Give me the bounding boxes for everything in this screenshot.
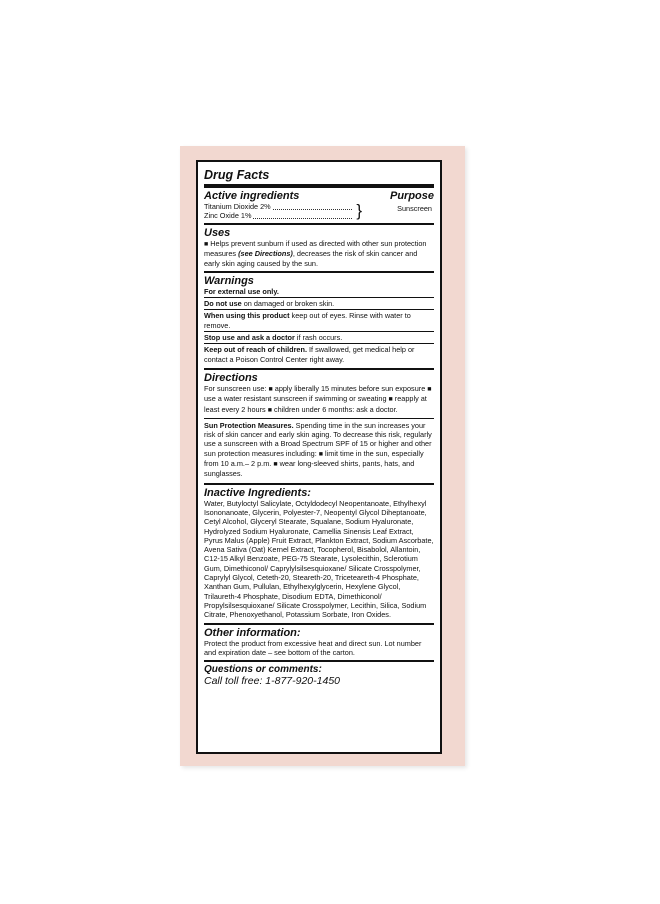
brace-glyph: } bbox=[356, 201, 362, 220]
sun-protection-measures: Sun Protection Measures. Spending time in the sun increases your risk of skin cancer and early skin aging. To decrease this risk, regularly use a sunscreen with a Broad Spectrum SPF of 15 or higher and other sun protection measures including: ■ limit time in the sun, especially from 10 a.m.– 2 p.m. ■ wear long-sleeved shirts, pants, hats, and sunglasses. bbox=[204, 418, 434, 480]
when-using-warning: When using this product keep out of eyes. Rinse with water to remove. bbox=[204, 309, 434, 331]
purpose-heading: Purpose bbox=[389, 190, 434, 202]
directions-text: For sunscreen use: ■ apply liberally 15 minutes before sun exposure ■ use a water resistant sunscreen if swimming or sweating ■ reapply at least every 2 hours ■ children under 6 months: ask a doctor. bbox=[204, 383, 432, 414]
purpose-value: Sunscreen bbox=[397, 204, 432, 213]
keep-out-warning: Keep out of reach of children. If swallowed, get medical help or contact a Poison Control Center right away. bbox=[204, 343, 434, 365]
inactive-ingredients-text: Water, Butyloctyl Salicylate, Octyldodecyl Neopentanoate, Ethylhexyl Isononanoate, Glycerin, Polyester-7, Neopentyl Glycol Diheptanoate, Cetyl Alcohol, Glyceryl Stearate, Squalane, Sodium Hyaluronate, Hydrolyzed Sodium Hyaluronate, Camellia Sinensis Leaf Extract, Pyrus Malus (Apple) Fruit Extract, Plankton Extract, Sodium Ascorbate, Avena Sativa (Oat) Kernel Extract, Tocopherol, Bisabolol, Allantoin, C12-15 Alkyl Benzoate, PEG-75 Stearate, Lysolecithin, Sclerotium Gum, Dimethiconol/ Caprylylsilsesquioxane/ Silicate Crosspolymer, Caprylyl Glycol, Ceteth-20, Steareth-20, Triceteareth-4 Phosphate, Xanthan Gum, Pullulan, Ethylhexylglycerin, Hexylene Glycol, Trilaureth-4 Phosphate, Disodium EDTA, Dimethiconol/ Propylsilsesquioxane/ Silicate Crosspolymer, Lecithin, Silica, Sodium Citrate, Phenoxyethanol, Potassium Sorbate, Iron Oxides. bbox=[204, 498, 434, 620]
inactive-ingredients-heading: Inactive Ingredients: bbox=[204, 486, 311, 499]
bullet-square-icon: ■ bbox=[427, 385, 432, 393]
directions-section bbox=[204, 368, 434, 483]
bullet-square-icon: ■ bbox=[318, 450, 324, 458]
other-information-text: Protect the product from excessive heat and direct sun. Lot number and expiration date – see bottom of the carton. bbox=[204, 638, 422, 657]
bullet-square-icon: ■ bbox=[273, 461, 278, 469]
stop-use-warning: Stop use and ask a doctor if rash occurs. bbox=[204, 331, 434, 343]
active-ingredient bbox=[204, 211, 354, 220]
drug-facts-panel bbox=[196, 160, 442, 754]
active-ingredients-heading: Active ingredients bbox=[204, 190, 300, 202]
active-ingredient-name: Titanium Dioxide 2% bbox=[204, 202, 271, 211]
active-ingredients-section bbox=[204, 184, 434, 223]
warnings-section bbox=[204, 271, 434, 368]
inactive-ingredients-section bbox=[204, 483, 434, 623]
bullet-square-icon: ■ bbox=[268, 385, 273, 393]
bullet-square-icon: ■ bbox=[267, 406, 272, 414]
leader-dots bbox=[253, 213, 352, 219]
drug-facts-title: Drug Facts bbox=[204, 168, 270, 182]
bullet-square-icon: ■ bbox=[204, 241, 209, 248]
other-information-section bbox=[204, 623, 434, 661]
active-ingredient-name: Zinc Oxide 1% bbox=[204, 211, 252, 220]
uses-section bbox=[204, 223, 434, 271]
uses-text: ■ Helps prevent sunburn if used as directed with other sun protection measures (see Directions), decreases the risk of skin cancer and early skin aging caused by the sun. bbox=[204, 239, 427, 268]
toll-free-number: Call toll free: 1-877-920-1450 bbox=[204, 675, 340, 688]
external-use-warning: For external use only. bbox=[204, 286, 279, 296]
active-ingredient bbox=[204, 202, 354, 211]
directions-heading: Directions bbox=[204, 371, 258, 384]
uses-heading: Uses bbox=[204, 227, 231, 239]
other-information-heading: Other information: bbox=[204, 626, 301, 639]
do-not-use-warning: Do not use on damaged or broken skin. bbox=[204, 297, 434, 309]
warnings-heading: Warnings bbox=[204, 274, 254, 287]
questions-section bbox=[204, 660, 434, 690]
active-ingredient-list bbox=[204, 201, 362, 220]
leader-dots bbox=[273, 204, 352, 210]
questions-heading: Questions or comments: bbox=[204, 664, 322, 676]
bullet-square-icon: ■ bbox=[388, 396, 393, 404]
